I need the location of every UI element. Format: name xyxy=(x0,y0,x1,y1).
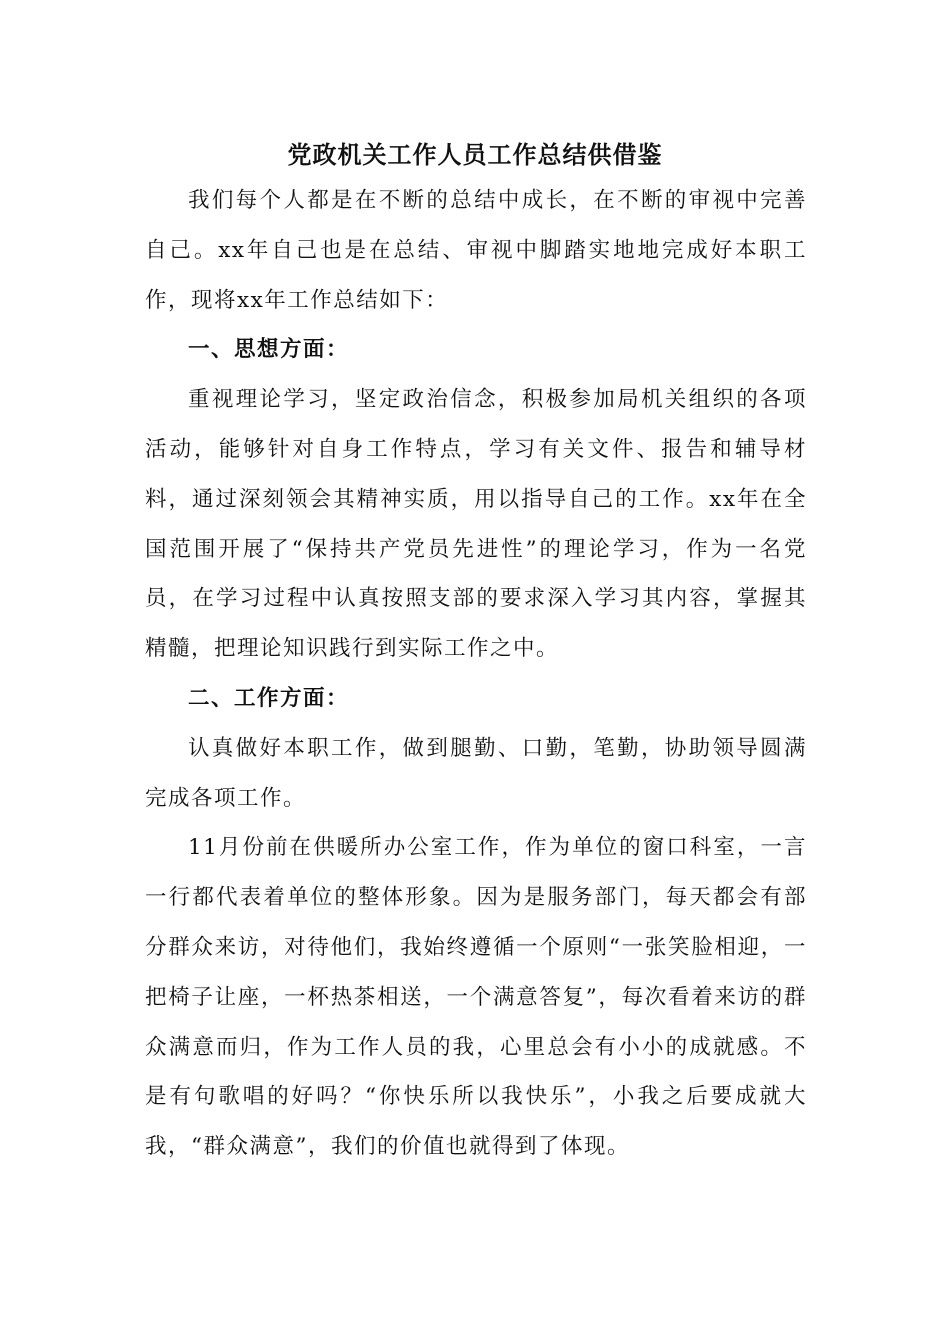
office-paragraph: 11月份前在供暖所办公室工作，作为单位的窗口科室，一言一行都代表着单位的整体形象。因为是服务部门，每天都会有部分群众来访，对待他们，我始终遵循一个原则“一张笑脸相迎，一把椅子让座，一杯热茶相送，一个满意答复”，每次看着来访的群众满意而归，作为工作人员的我，心里总会有小小的成就感。不是有句歌唱的好吗？“你快乐所以我快乐”，小我之后要成就大我，“群众满意”，我们的价值也就得到了体现。 xyxy=(145,835,807,1160)
work-paragraph: 认真做好本职工作，做到腿勤、口勤，笔勤，协助领导圆满完成各项工作。 xyxy=(145,735,807,811)
section-heading-thought: 一、思想方面： xyxy=(188,337,350,363)
thought-paragraph: 重视理论学习，坚定政治信念，积极参加局机关组织的各项活动，能够针对自身工作特点，学习有关文件、报告和辅导材料，通过深刻领会其精神实质，用以指导自己的工作。xx年在全国范围开展了“保持共产党员先进性”的理论学习，作为一名党员，在学习过程中认真按照支部的要求深入学习其内容，掌握其精髓，把理论知识践行到实际工作之中。 xyxy=(145,387,807,662)
document-title: 党政机关工作人员工作总结供借鉴 xyxy=(287,140,663,169)
document-body xyxy=(145,176,807,1172)
section-heading-work: 二、工作方面： xyxy=(188,685,350,711)
intro-paragraph: 我们每个人都是在不断的总结中成长，在不断的审视中完善自己。xx年自己也是在总结、审视中脚踏实地地完成好本职工作，现将xx年工作总结如下： xyxy=(145,188,807,313)
